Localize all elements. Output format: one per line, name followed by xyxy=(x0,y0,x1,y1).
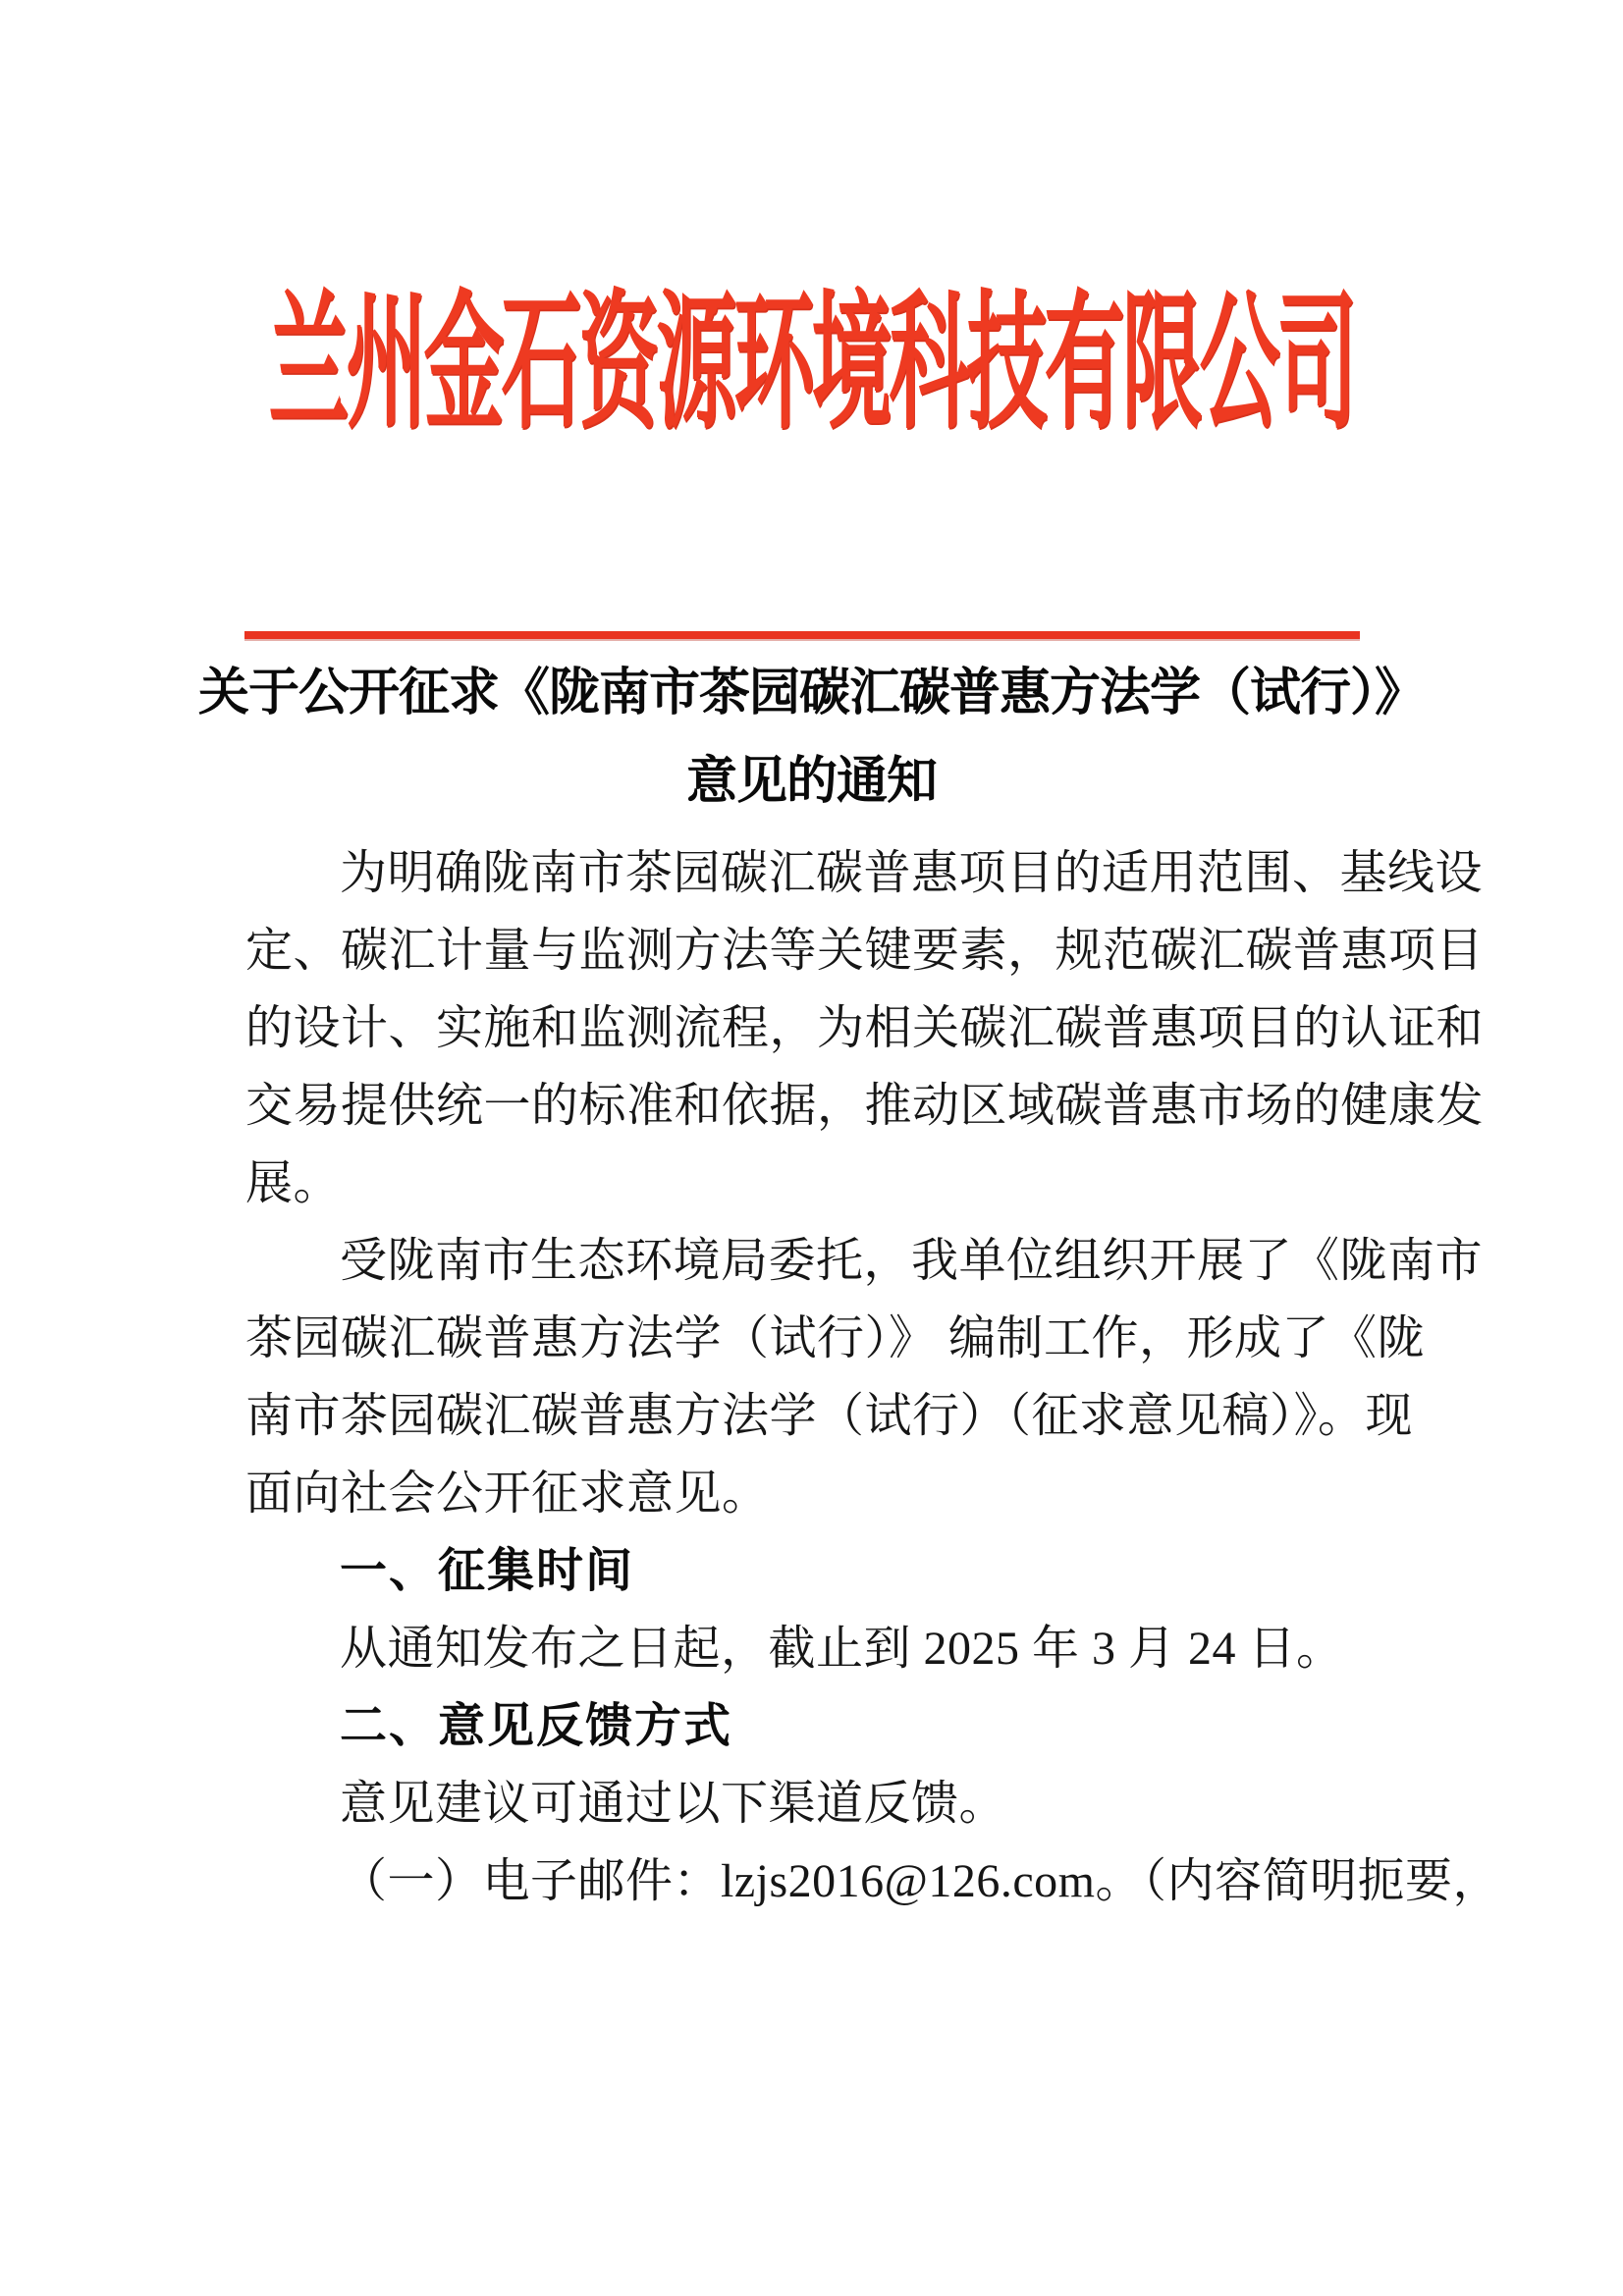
paragraph-line: 受陇南市生态环境局委托，我单位组织开展了《陇南市 xyxy=(340,1235,1484,1287)
document-title-line1: 关于公开征求《陇南市茶园碳汇碳普惠方法学（试行）》 xyxy=(197,666,1425,721)
contact-email-line: （一）电子邮件：lzjs2016@126.com。（内容简明扼要， xyxy=(340,1855,1501,1907)
company-name: 兰州金石资源环境科技有限公司 xyxy=(268,281,1355,448)
section-heading-collection-time: 一、征集时间 xyxy=(340,1545,635,1597)
document-title xyxy=(0,650,1623,827)
paragraph-line: 面向社会公开征求意见。 xyxy=(245,1468,770,1520)
paragraph-line: 茶园碳汇碳普惠方法学（试行）》 编制工作，形成了《陇 xyxy=(245,1312,1426,1364)
section-heading-feedback-method: 二、意见反馈方式 xyxy=(340,1700,733,1752)
paragraph-line: 为明确陇南市茶园碳汇碳普惠项目的适用范围、基线设 xyxy=(340,847,1484,899)
paragraph-line: 南市茶园碳汇碳普惠方法学（试行）（征求意见稿）》。现 xyxy=(245,1390,1414,1442)
letterhead-divider-rule xyxy=(244,631,1360,639)
paragraph-line: 定、碳汇计量与监测方法等关键要素，规范碳汇碳普惠项目 xyxy=(245,925,1485,977)
feedback-channels-line: 意见建议可通过以下渠道反馈。 xyxy=(340,1778,1007,1830)
paragraph-line: 的设计、实施和监测流程，为相关碳汇碳普惠项目的认证和 xyxy=(245,1002,1485,1054)
paragraph-line: 交易提供统一的标准和依据，推动区域碳普惠市场的健康发 xyxy=(245,1080,1485,1132)
paragraph-line: 展。 xyxy=(245,1157,342,1209)
document-body xyxy=(245,834,1501,1920)
collection-deadline-line: 从通知发布之日起，截止到 2025 年 3 月 24 日。 xyxy=(340,1623,1344,1675)
document-title-line2: 意见的通知 xyxy=(685,754,937,810)
letterhead xyxy=(0,281,1623,448)
